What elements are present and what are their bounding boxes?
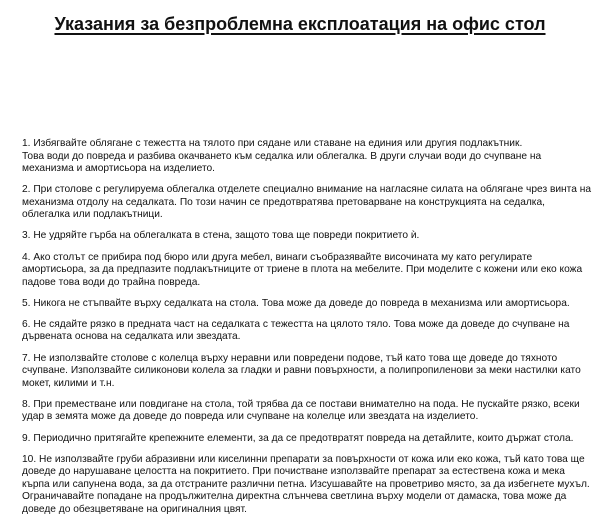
- instruction-item-9: [22, 433, 592, 446]
- instruction-item-7: [22, 353, 592, 391]
- instruction-item-6: [22, 319, 592, 344]
- instruction-item-5: [22, 298, 592, 311]
- instruction-text-continued: Това води до повреда и разбива окачването към седалка или облегалка. В други случаи води до счупване на механизма и амортисьора на изделието.: [22, 150, 542, 174]
- instruction-text: 5. Никога не стъпвайте върху седалката на стола. Това може да доведе до повреда в механизма или амортисьора.: [22, 297, 570, 309]
- instruction-item-4: [22, 252, 592, 290]
- instruction-text: 1. Избягвайте облягане с тежестта на тялото при сядане или ставане на единия или другия подлакътник.: [22, 138, 523, 149]
- instruction-item-2: [22, 184, 592, 222]
- instruction-item-8: [22, 399, 592, 424]
- instruction-text: 2. При столове с регулируема облегалка отделете специално внимание на нагласяне силата на облягане чрез винта на механизма отдолу на седалката. По този начин се предотвратява претоварване на конструкцията на седалка, облегалка или подлакътници.: [22, 184, 592, 221]
- instruction-text: 9. Периодично притягайте крепежните елементи, за да се предотвратят повреда на детайлите, които държат стола.: [22, 432, 574, 444]
- instruction-text: 7. Не използвайте столове с колелца върху неравни или повредени подове, тъй като това ще доведе до тяхното счупване. Използвайте силиконови колела за гладки и равни повърхности, а полипропиленови за меки настилки като мокет, килими и т.н.: [22, 352, 581, 389]
- instruction-text: 3. Не удряйте гърба на облегалката в стена, защото това ще повреди покритието ѝ.: [22, 230, 420, 242]
- instruction-text: 4. Ако столът се прибира под бюро или друга мебел, винаги съобразявайте височината му като регулирате амортисьора, за да предпазите подлакътниците от триене в плота на мебелите. При моделите с кожени или еко кожа падове това води до трайна повреда.: [22, 251, 583, 288]
- instruction-text: 8. При преместване или повдигане на стола, той трябва да се постави внимателно на пода. Не пускайте рязко, всеки удар в земята може да доведе до повреда или счупване на колелце или звездата на изделието.: [22, 398, 580, 423]
- page-title-text: Указания за безпроблемна експлоатация на офис стол: [54, 14, 546, 34]
- instruction-text: 10. Не използвайте груби абразивни или киселинни препарати за повърхности от кожа или еко кожа, тъй като това ще доведе до нарушаване целостта на покритието. При почистване използвайте препарат за естествена кожа и мека кърпа или сапунена вода, за да отстраните различни петна. Изсушавайте на проветриво място, за да избегнете мухъл. Ограничавайте попадане на продължителна директна слънчева светлина върху модели от дамаска, това може да доведе до обезцветяване на оригиналния цвят.: [22, 453, 590, 515]
- instruction-item-3: [22, 230, 592, 243]
- instruction-item-1: [22, 138, 592, 176]
- instruction-item-10: [22, 454, 592, 517]
- page-title: [0, 13, 600, 35]
- instruction-text: 6. Не сядайте рязко в предната част на седалката с тежестта на цялото тяло. Това може да доведе до счупване на дървената основа на седалката или звездата.: [22, 318, 570, 343]
- instructions-list: [22, 138, 592, 525]
